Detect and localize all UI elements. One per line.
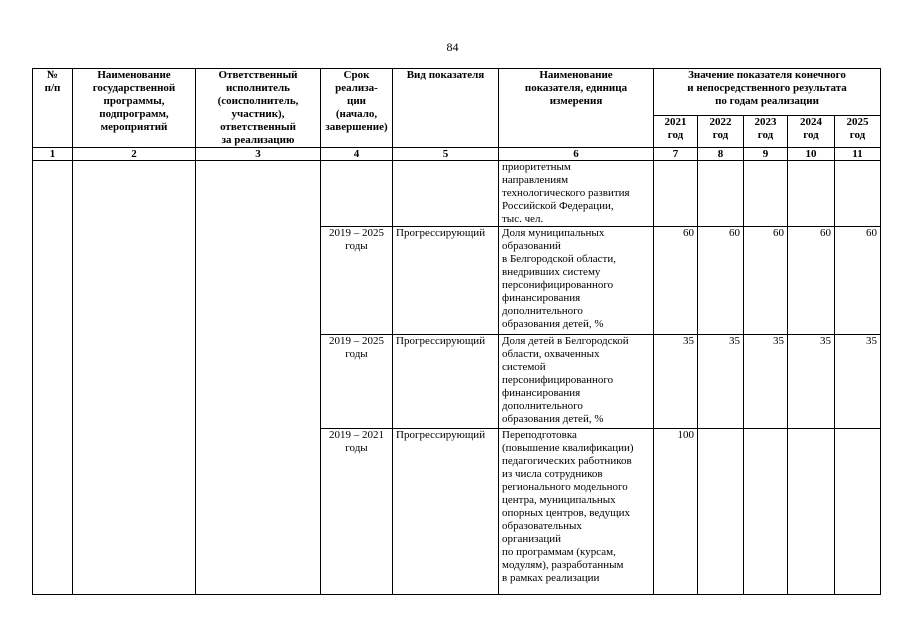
cell-value-2025: [835, 161, 881, 227]
cell-value-2024: [788, 161, 835, 227]
column-number: 4: [321, 148, 393, 161]
cell-type: [393, 161, 499, 227]
header-year-2023: 2023 год: [744, 116, 788, 148]
column-numbers-row: [33, 148, 881, 161]
header-year-2022: 2022 год: [698, 116, 744, 148]
header-col-num: № п/п: [33, 69, 73, 148]
cell-indicator: Доля детей в Белгородской области, охваченных системой персонифицированного финансирования дополнительного образования детей, %: [499, 335, 654, 429]
cell-value-2023: [744, 429, 788, 595]
cell-value-2024: 60: [788, 227, 835, 335]
cell-num-empty: [33, 161, 73, 595]
cell-term: 2019 – 2025 годы: [321, 335, 393, 429]
cell-value-2021: 35: [654, 335, 698, 429]
cell-type: Прогрессирующий: [393, 335, 499, 429]
column-number: 6: [499, 148, 654, 161]
cell-value-2021: 100: [654, 429, 698, 595]
cell-value-2025: [835, 429, 881, 595]
header-year-2025: 2025 год: [835, 116, 881, 148]
header-col-values: Значение показателя конечного и непосредственного результата по годам реализации: [654, 69, 881, 116]
cell-term: [321, 161, 393, 227]
cell-term: 2019 – 2021 годы: [321, 429, 393, 595]
header-year-2024: 2024 год: [788, 116, 835, 148]
page-number: 84: [446, 40, 459, 54]
column-number: 7: [654, 148, 698, 161]
cell-value-2025: 35: [835, 335, 881, 429]
cell-program-empty: [73, 161, 196, 595]
cell-executor-empty: [196, 161, 321, 595]
indicators-table: [32, 68, 881, 595]
cell-value-2024: 35: [788, 335, 835, 429]
cell-type: Прогрессирующий: [393, 429, 499, 595]
column-number: 10: [788, 148, 835, 161]
cell-value-2023: 60: [744, 227, 788, 335]
column-number: 3: [196, 148, 321, 161]
cell-value-2022: 60: [698, 227, 744, 335]
column-number: 1: [33, 148, 73, 161]
header-col-name: Наименование государственной программы, подпрограмм, мероприятий: [73, 69, 196, 148]
cell-value-2022: 35: [698, 335, 744, 429]
cell-indicator: приоритетным направлениям технологического развития Российской Федерации, тыс. чел.: [499, 161, 654, 227]
header-row-top: [33, 69, 881, 116]
header-col-indicator: Наименование показателя, единица измерения: [499, 69, 654, 148]
column-number: 9: [744, 148, 788, 161]
header-col-executor: Ответственный исполнитель (соисполнитель, участник), ответственный за реализацию: [196, 69, 321, 148]
cell-value-2023: [744, 161, 788, 227]
column-number: 8: [698, 148, 744, 161]
column-number: 2: [73, 148, 196, 161]
cell-value-2023: 35: [744, 335, 788, 429]
cell-value-2021: [654, 161, 698, 227]
column-number: 5: [393, 148, 499, 161]
cell-indicator: Переподготовка (повышение квалификации) педагогических работников из числа сотрудников регионального модельного центра, муниципальных опорных центров, ведущих образовательных организаций по программам (курсам, модулям), разработанным в рамках реализации: [499, 429, 654, 595]
cell-type: Прогрессирующий: [393, 227, 499, 335]
cell-value-2022: [698, 429, 744, 595]
cell-indicator: Доля муниципальных образований в Белгородской области, внедривших систему персонифицированного финансирования дополнительного образования детей, %: [499, 227, 654, 335]
table-row: [33, 161, 881, 227]
cell-value-2024: [788, 429, 835, 595]
cell-value-2025: 60: [835, 227, 881, 335]
header-col-type: Вид показателя: [393, 69, 499, 148]
cell-value-2021: 60: [654, 227, 698, 335]
cell-value-2022: [698, 161, 744, 227]
header-col-term: Срок реализа- ции (начало, завершение): [321, 69, 393, 148]
cell-term: 2019 – 2025 годы: [321, 227, 393, 335]
column-number: 11: [835, 148, 881, 161]
header-year-2021: 2021 год: [654, 116, 698, 148]
